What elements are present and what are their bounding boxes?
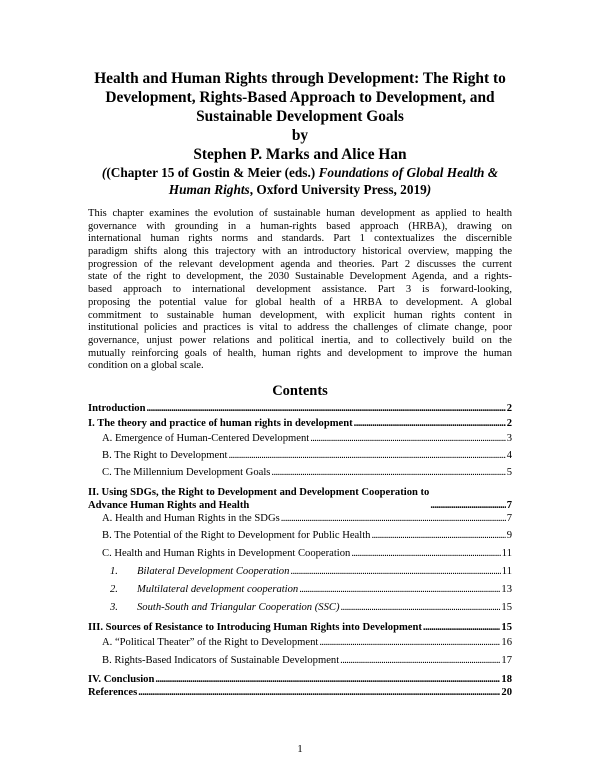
toc-entry-number: 3. [110,602,118,613]
toc-page-number: 18 [501,674,512,685]
toc-page-number: 13 [501,584,512,595]
toc-leader-dots [228,449,505,462]
toc-entry[interactable] [102,654,512,667]
toc-page-number: 20 [501,687,512,698]
toc-entry[interactable] [102,512,512,525]
abstract-line: state of the right to development, the 2030 Sustainable Development Agenda, and a rights- [88,271,512,283]
toc-leader-dots [271,466,505,479]
toc-entry[interactable] [110,565,512,578]
citation-prefix: (Chapter 15 of Gostin & Meier (eds.) [106,165,319,180]
toc-page-number: 7 [506,500,512,511]
toc-page-number: 17 [501,655,512,666]
toc-page-number: 15 [501,622,512,633]
toc-page-number: 3 [506,433,512,444]
toc-entry-title [88,417,353,430]
toc-entry-title [102,636,318,649]
abstract-line: condition on a global scale. [88,360,204,372]
toc-leader-dots [138,686,500,699]
toc-page-number: 11 [501,566,512,577]
abstract-line: progression of the relevant development agenda and theories. Part 2 discusses the current [88,258,512,270]
toc-entry[interactable] [102,449,512,462]
toc-entry-text: Introduction [88,403,146,414]
toc-page-number: 16 [501,637,512,648]
toc-entry[interactable] [110,583,512,596]
toc-page-number: 2 [506,403,512,414]
toc-entry-title-line: Advance Human Rights and Health [88,500,250,511]
citation-close: ) [426,182,432,197]
toc-leader-dots [430,499,505,512]
abstract-line: international human rights norms and standards. Part 1 contextualizes the discernible [88,233,512,245]
toc-entry-text: References [88,687,138,698]
toc-page-number: 2 [506,418,512,429]
abstract-line: governance, unjust power relations and political inertia, and to collectively build on the [88,334,512,346]
toc-entry-text: B. Rights-Based Indicators of Sustainable Development [102,655,340,666]
toc-leader-dots [299,583,500,596]
toc-entry[interactable] [102,432,512,445]
toc-entry[interactable] [102,636,512,649]
toc-entry[interactable] [102,529,512,542]
toc-entry-title [88,673,154,686]
toc-leader-dots [340,654,500,667]
toc-page-number: 5 [506,467,512,478]
citation-publisher: , Oxford University Press, 2019 [249,182,427,197]
toc-entry-text: C. Health and Human Rights in Development Cooperation [102,548,351,559]
toc-leader-dots [423,621,500,634]
page-number: 1 [297,743,303,755]
title-by: by [291,127,309,144]
toc-leader-dots [147,402,506,415]
toc-entry-text: B. The Right to Development [102,450,228,461]
toc-entry-title [110,601,339,614]
contents-heading: Contents [272,383,328,399]
abstract-line: commitment to sustainable human development, with explicit human rights content in [88,309,512,321]
toc-entry-text: A. Health and Human Rights in the SDGs [102,513,280,524]
toc-entry[interactable] [88,402,512,415]
toc-entry-text: I. The theory and practice of human rights in development [88,418,353,429]
toc-entry-text: South-South and Triangular Cooperation (SSC) [137,602,340,613]
toc-entry-text: A. Emergence of Human-Centered Development [102,433,310,444]
toc-entry-text: C. The Millennium Development Goals [102,467,271,478]
toc-entry[interactable] [88,486,512,512]
toc-leader-dots [319,636,500,649]
toc-entry[interactable] [88,621,512,634]
toc-entry-title [110,583,298,596]
toc-leader-dots [371,529,505,542]
abstract-line: based approach to international development assistance. Part 3 is forward-looking, [88,284,512,296]
paper-title [60,69,540,164]
toc-leader-dots [281,512,506,525]
toc-leader-dots [155,673,500,686]
toc-entry-title [102,654,339,667]
authors: Stephen P. Marks and Alice Han [193,146,407,163]
abstract-line: This chapter examines the evolution of sustainable human development as applied to health [88,208,512,219]
toc-entry[interactable] [110,601,512,614]
toc-leader-dots [340,601,500,614]
toc-entry-title [102,512,280,525]
toc-leader-dots [290,565,500,578]
toc-entry-title-line: II. Using SDGs, the Right to Development and Development Cooperation to [88,487,430,498]
citation-book-title-cont: Human Rights [168,182,250,197]
toc-entry[interactable] [102,466,512,479]
title-line: Sustainable Development Goals [196,108,404,125]
toc-page-number: 15 [501,602,512,613]
abstract-line: governance with grounding in a human-rights based approach (HRBA), drawing on [88,220,512,232]
abstract [88,208,512,373]
toc-entry-title [88,486,429,512]
toc-entry-title [110,565,289,578]
citation-note: ((Chapter 15 of Gostin & Meier (eds.) Foundations of Global Health & Human Rights, Oxford University Press, 2019) [101,165,499,197]
title-line: Development, Rights-Based Approach to Development, and [105,89,495,106]
toc-entry[interactable] [88,673,512,686]
toc-entry[interactable] [102,547,512,560]
toc-entry-title [102,432,309,445]
toc-entry-title [102,547,350,560]
toc-entry-title [88,686,137,699]
abstract-line: institutional policies and practices is vital to address the challenges of climate change, poor [88,322,512,334]
toc-entry-number: 2. [110,584,118,595]
toc-entry[interactable] [88,417,512,430]
toc-entry-title [102,529,370,542]
toc-entry-text: Bilateral Development Cooperation [137,566,290,577]
toc-page-number: 7 [506,513,512,524]
toc-leader-dots [310,432,506,445]
citation-book-title: Foundations of Global Health & [318,165,499,180]
toc-page-number: 11 [501,548,512,559]
toc-entry-number: 1. [110,566,118,577]
toc-entry-text: Multilateral development cooperation [137,584,299,595]
toc-entry-title [88,621,422,634]
toc-entry-text: III. Sources of Resistance to Introducing Human Rights into Development [88,622,422,633]
toc-entry[interactable] [88,686,512,699]
toc-entry-text: B. The Potential of the Right to Development for Public Health [102,530,371,541]
toc-entry-title [102,449,227,462]
toc-leader-dots [354,417,506,430]
toc-entry-title [102,466,270,479]
toc-entry-text: IV. Conclusion [88,674,155,685]
abstract-line: proposing the potential value for global health of a HRBA to development. A global [88,296,512,308]
toc-leader-dots [351,547,500,560]
toc-entry-text: A. “Political Theater” of the Right to Development [102,637,319,648]
title-line: Health and Human Rights through Development: The Right to [94,70,506,87]
abstract-line: paradigm shifts along this trajectory with an introductory historical overview, mapping the [88,246,512,258]
abstract-line: mutually reinforcing goals of health, human rights and development to improve the human [88,347,512,359]
toc-entry-title [88,402,146,415]
toc-page-number: 4 [506,450,512,461]
toc-page-number: 9 [506,530,512,541]
